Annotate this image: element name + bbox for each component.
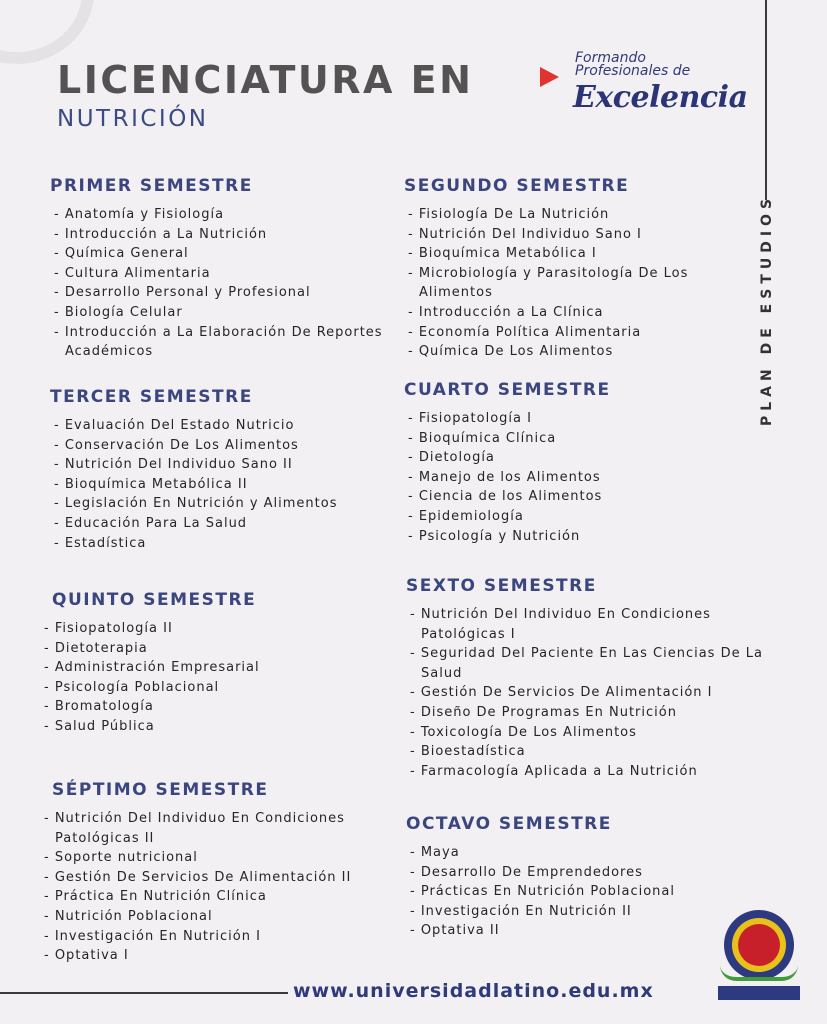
course-item: - Psicología y Nutrición [404, 527, 764, 547]
semester-title: TERCER SEMESTRE [50, 387, 253, 407]
course-list [40, 809, 412, 966]
course-item: - Química De Los Alimentos [404, 342, 764, 362]
semester-title: SÉPTIMO SEMESTRE [52, 780, 269, 800]
side-label: PLAN DE ESTUDIOS [759, 193, 775, 427]
logo-motto-banner [718, 986, 800, 1000]
semester-title: CUARTO SEMESTRE [404, 380, 611, 400]
course-item: - Epidemiología [404, 507, 764, 527]
course-item: - Dietoterapia [40, 639, 412, 659]
course-item: - Nutrición Poblacional [40, 907, 412, 927]
semester-title: OCTAVO SEMESTRE [406, 814, 612, 834]
course-list [50, 205, 410, 362]
course-item: - Diseño De Programas En Nutrición [406, 703, 766, 723]
course-item: - Bioquímica Metabólica I [404, 244, 764, 264]
course-list [404, 409, 764, 546]
course-item: - Manejo de los Alimentos [404, 468, 764, 488]
course-item: - Nutrición Del Individuo En Condiciones Patológicas II [40, 809, 412, 848]
course-item: - Soporte nutricional [40, 848, 412, 868]
course-item: - Biología Celular [50, 303, 410, 323]
course-item: - Ciencia de los Alimentos [404, 487, 764, 507]
course-item: - Legislación En Nutrición y Alimentos [50, 494, 410, 514]
tagline-line-3: Excelencia [573, 80, 748, 115]
university-logo [718, 910, 800, 1005]
course-item: - Introducción a La Nutrición [50, 225, 410, 245]
course-item: - Salud Pública [40, 717, 412, 737]
semester-2 [404, 176, 764, 362]
course-item: - Nutrición Del Individuo Sano II [50, 455, 410, 475]
course-item: - Farmacología Aplicada a La Nutrición [406, 762, 766, 782]
footer-divider [0, 992, 288, 994]
course-item: - Fisiopatología I [404, 409, 764, 429]
course-item: - Nutrición Del Individuo En Condiciones Patológicas I [406, 605, 766, 644]
course-item: - Toxicología De Los Alimentos [406, 723, 766, 743]
course-item: - Psicología Poblacional [40, 678, 412, 698]
course-item: - Estadística [50, 534, 410, 554]
course-item: - Práctica En Nutrición Clínica [40, 887, 412, 907]
course-item: - Desarrollo De Emprendedores [406, 863, 766, 883]
course-list [404, 205, 764, 362]
semester-title: SEGUNDO SEMESTRE [404, 176, 630, 196]
course-item: - Optativa II [406, 921, 766, 941]
course-item: - Fisiología De La Nutrición [404, 205, 764, 225]
semester-5 [52, 590, 412, 737]
course-item: - Microbiología y Parasitología De Los Alimentos [404, 264, 764, 303]
course-item: - Optativa I [40, 946, 412, 966]
semester-1 [50, 176, 410, 362]
course-item: - Introducción a La Elaboración De Reportes Académicos [50, 323, 410, 362]
semester-title: PRIMER SEMESTRE [50, 176, 253, 196]
course-item: - Desarrollo Personal y Profesional [50, 283, 410, 303]
website-link[interactable]: www.universidadlatino.edu.mx [293, 980, 654, 1002]
course-item: - Investigación En Nutrición II [406, 902, 766, 922]
course-item: - Prácticas En Nutrición Poblacional [406, 882, 766, 902]
semester-8 [406, 814, 766, 941]
course-item: - Conservación De Los Alimentos [50, 436, 410, 456]
course-list [406, 605, 766, 781]
tagline-line-2: Profesionales de [575, 63, 691, 79]
course-list [406, 843, 766, 941]
course-list [50, 416, 410, 553]
decorative-arc [0, 0, 94, 64]
course-item: - Bromatología [40, 697, 412, 717]
page-title: LICENCIATURA EN [57, 58, 474, 102]
course-item: - Introducción a La Clínica [404, 303, 764, 323]
course-item: - Maya [406, 843, 766, 863]
course-item: - Investigación En Nutrición I [40, 927, 412, 947]
semester-3 [50, 387, 410, 553]
course-item: - Administración Empresarial [40, 658, 412, 678]
course-item: - Evaluación Del Estado Nutricio [50, 416, 410, 436]
semester-title: QUINTO SEMESTRE [52, 590, 257, 610]
semester-6 [406, 576, 766, 781]
logo-core [738, 924, 780, 966]
tagline-line-1: Formando [575, 50, 646, 66]
course-item: - Gestión De Servicios De Alimentación II [40, 868, 412, 888]
semester-7 [52, 780, 412, 966]
page-subtitle: NUTRICIÓN [57, 106, 209, 132]
course-item: - Seguridad Del Paciente En Las Ciencias De La Salud [406, 644, 766, 683]
side-divider [765, 0, 767, 200]
laurel-icon [720, 965, 798, 981]
course-item: - Química General [50, 244, 410, 264]
course-item: - Gestión De Servicios De Alimentación I [406, 683, 766, 703]
course-item: - Fisiopatología II [40, 619, 412, 639]
course-item: - Dietología [404, 448, 764, 468]
course-item: - Anatomía y Fisiología [50, 205, 410, 225]
course-item: - Economía Política Alimentaria [404, 323, 764, 343]
play-icon [540, 67, 559, 87]
course-item: - Bioquímica Metabólica II [50, 475, 410, 495]
course-list [40, 619, 412, 737]
course-item: - Cultura Alimentaria [50, 264, 410, 284]
semester-title: SEXTO SEMESTRE [406, 576, 597, 596]
tagline [540, 50, 748, 120]
course-item: - Nutrición Del Individuo Sano I [404, 225, 764, 245]
semester-4 [404, 380, 764, 546]
course-item: - Bioquímica Clínica [404, 429, 764, 449]
course-item: - Educación Para La Salud [50, 514, 410, 534]
course-item: - Bioestadística [406, 742, 766, 762]
